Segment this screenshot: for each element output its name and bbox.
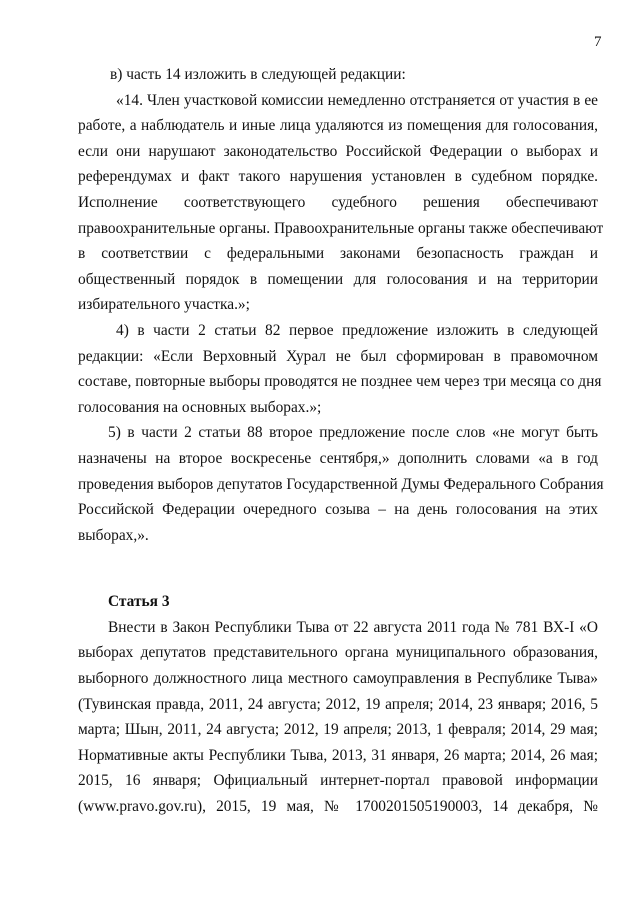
- text-line: назначены на второе воскресенье сентября,» дополнить словами «а в год: [78, 449, 598, 467]
- text-line: правоохранительные органы. Правоохранительные органы также обеспечивают: [78, 219, 604, 237]
- paragraph-v: [78, 62, 598, 88]
- paragraph-4: [78, 318, 602, 420]
- document-body: [78, 62, 604, 820]
- text-line: редакции: «Если Верховный Хурал не был сформирован в правомочном: [78, 347, 598, 365]
- text-line: 4) в части 2 статьи 82 первое предложение изложить в следующей: [116, 321, 598, 339]
- text-line: в) часть 14 изложить в следующей редакции:: [110, 66, 406, 83]
- text-line: в соответствии с федеральными законами безопасность граждан и: [78, 245, 598, 263]
- text-line: Нормативные акты Республики Тыва, 2013, 31 января, 26 марта; 2014, 26 мая;: [78, 746, 598, 764]
- text-line: (Тувинская правда, 2011, 24 августа; 2012, 19 апреля; 2014, 23 января; 2016, 5: [78, 695, 598, 713]
- text-line: Исполнение соответствующего судебного решения обеспечивают: [78, 193, 598, 211]
- text-line: Российской Федерации очередного созыва – на день голосования на этих: [78, 501, 598, 519]
- text-line: 2015, 16 января; Официальный интернет-портал правовой информации: [78, 772, 598, 790]
- text-line: голосования на основных выборах.»;: [78, 398, 322, 416]
- text-line: работе, а наблюдатель и иные лица удаляются из помещения для голосования,: [78, 117, 598, 135]
- article-3-paragraph: [78, 615, 598, 820]
- text-line: избирательного участка.»;: [78, 296, 250, 314]
- text-line: марта; Шын, 2011, 24 августа; 2012, 19 апреля; 2013, 1 февраля; 2014, 29 мая;: [78, 721, 598, 739]
- article-heading: Статья 3: [108, 593, 170, 611]
- text-line: общественный порядок в помещении для голосования и на территории: [78, 270, 598, 288]
- text-line: проведения выборов депутатов Государственной Думы Федерального Собрания: [78, 475, 604, 493]
- text-line: Внести в Закон Республики Тыва от 22 августа 2011 года № 781 ВХ-I «О: [108, 618, 598, 636]
- text-line: «14. Член участковой комиссии немедленно отстраняется от участия в ее: [116, 91, 598, 109]
- text-line: 5) в части 2 статьи 88 второе предложение после слов «не могут быть: [108, 424, 598, 442]
- page-number: 7: [594, 34, 602, 50]
- text-line: выборах депутатов представительного органа муниципального образования,: [78, 644, 598, 662]
- text-line: выборного должностного лица местного самоуправления в Республике Тыва»: [78, 670, 598, 688]
- text-line: референдумах и факт такого нарушения установлен в судебном порядке.: [78, 168, 598, 186]
- text-line: если они нарушают законодательство Российской Федерации о выборах и: [78, 142, 598, 160]
- text-line: (www.pravo.gov.ru), 2015, 19 мая, № 1700201505190003, 14 декабря, №: [78, 798, 598, 816]
- paragraph-14: [78, 88, 604, 318]
- text-line: составе, повторные выборы проводятся не позднее чем через три месяца со дня: [78, 373, 602, 391]
- paragraph-5: [78, 420, 604, 548]
- text-line: выборах,».: [78, 526, 149, 544]
